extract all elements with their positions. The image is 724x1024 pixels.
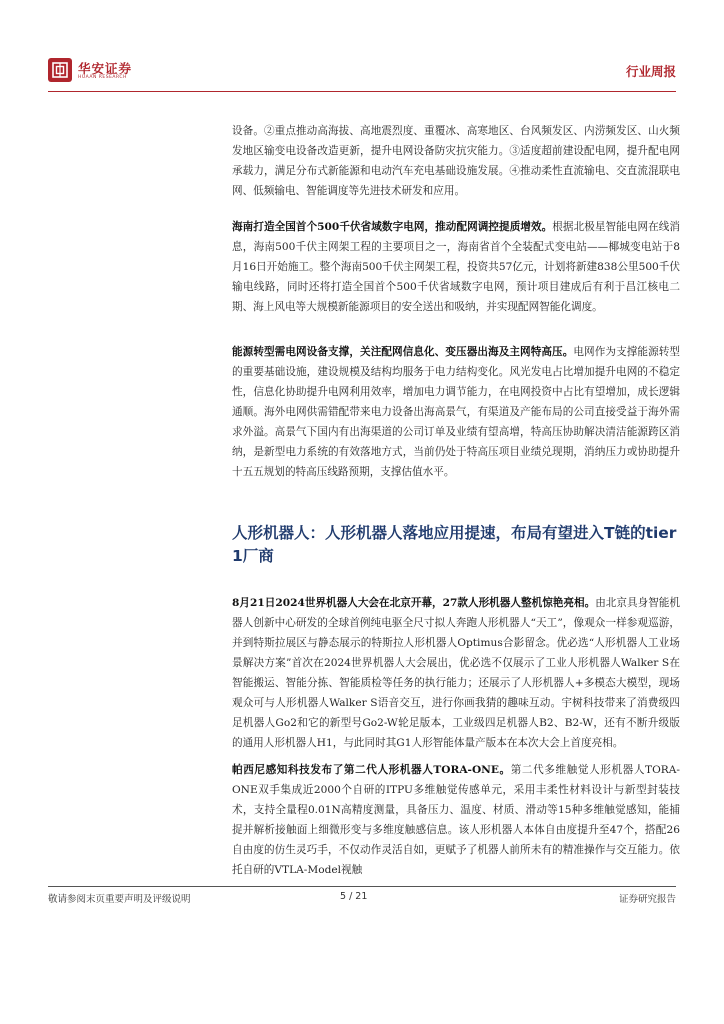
section-title-humanoid-robots: 人形机器人：人形机器人落地应用提速，布局有望进入T链的tier 1厂商 [232, 524, 677, 565]
page-number: 5 / 21 [340, 891, 368, 902]
paragraph-text: 电网作为支撑能源转型的重要基础设施，建设规模及结构均服务于电力结构变化。风光发电占比增加提升电网的不稳定性，信息化协助提升电网利用效率，增加电力调节能力，在电网投资中占比有望增加，成长逻辑通顺。海外电网供需错配带来电力设备出海高景气，有渠道及产能布局的公司直接受益于海外需求外溢。高景气下国内有出海渠道的公司订单及业绩有望高增，特高压协助解决清洁能源跨区消纳，是新型电力系统的有效落地方式，当前仍处于特高压项目业绩兑现期，消纳压力或协助提升十五五规划的特高压线路预期，支撑估值水平。 [232, 346, 680, 478]
paragraph-hainan-grid [232, 217, 680, 317]
footer-disclaimer: 敬请参阅末页重要声明及评级说明 [48, 894, 191, 905]
paragraph-energy-transition [232, 342, 680, 482]
paragraph-text: 第二代多维触觉人形机器人TORA-ONE双手集成近2000个自研的ITPU多维触觉传感单元，采用丰柔性材料设计与新型封装技术，支持全量程0.01N高精度测量，具备压力、温度、材质、滑动等15种多维触觉感知，能捕捉并解析接触面上细微形变与多维度触感信息。该人形机器人本体自由度提升至47个，搭配26自由度的仿生灵巧手，不仅动作灵活自如，更赋予了机器人前所未有的精准操作与交互能力。依托自研的VTLA-Model视触 [232, 764, 680, 876]
footer-doc-type: 证券研究报告 [618, 894, 676, 905]
paragraph-lead: 8月21日2024世界机器人大会在北京开幕，27款人形机器人整机惊艳亮相。 [232, 597, 596, 609]
header-divider [48, 91, 676, 92]
company-name: 华安证券 [78, 61, 133, 76]
paragraph-grid-equipment: 设备。②重点推动高海拔、高地震烈度、重覆冰、高寒地区、台风频发区、内涝频发区、山火频发地区输变电设备改造更新，提升电网设备防灾抗灾能力。③适度超前建设配电网，提升配电网承载力，满足分布式新能源和电动汽车充电基础设施发展。④推动柔性直流输电、交直流混联电网、低频输电、智能调度等先进技术研发和应用。 [232, 125, 680, 197]
company-subname: HUAAN RESEARCH [78, 75, 127, 80]
footer-divider [48, 886, 676, 887]
paragraph-text: 由北京具身智能机器人创新中心研发的全球首例纯电驱全尺寸拟人奔跑人形机器人“天工”，像观众一样参观巡游，并到特斯拉展区与静态展示的特斯拉人形机器人Optimus合影留念。优必选“人形机器人工业场景解决方案”首次在2024世界机器人大会展出，优必选不仅展示了工业人形机器人Walker S在智能搬运、智能分拣、智能质检等任务的执行能力；还展示了人形机器人+多模态大模型，现场观众可与人形机器人Walker S语音交互，进行你画我猜的趣味互动。宇树科技带来了消费级四足机器人Go2和它的新型号Go2-W轮足版本，工业级四足机器人B2、B2-W，还有不断升级版的通用人形机器人H1，与此同时其G1人形智能体量产版本在本次大会上首度亮相。 [232, 597, 681, 749]
company-logo-icon [48, 58, 72, 82]
paragraph-lead: 帕西尼感知科技发布了第二代人形机器人TORA-ONE。 [232, 764, 511, 776]
paragraph-lead: 海南打造全国首个500千伏省域数字电网，推动配网调控提质增效。 [232, 221, 553, 233]
paragraph-text: 根据北极星智能电网在线消息，海南500千伏主网架工程的主要项目之一，海南省首个全装配式变电站——椰城变电站于8月16日开始施工。整个海南500千伏主网架工程，投资共57亿元，计划将新建838公里500千伏输电线路，同时还将打造全国首个500千伏省域数字电网，预计项目建成后有利于昌江核电二期、海上风电等大规模新能源项目的安全送出和吸纳，并实现配网智能化调度。 [232, 221, 680, 313]
page-header [48, 58, 676, 88]
report-type: 行业周报 [625, 64, 676, 79]
paragraph-lead: 能源转型需电网设备支撑，关注配网信息化、变压器出海及主网特高压。 [232, 346, 574, 358]
paragraph-robot-conference [232, 593, 680, 753]
paragraph-tora-one [232, 760, 680, 880]
